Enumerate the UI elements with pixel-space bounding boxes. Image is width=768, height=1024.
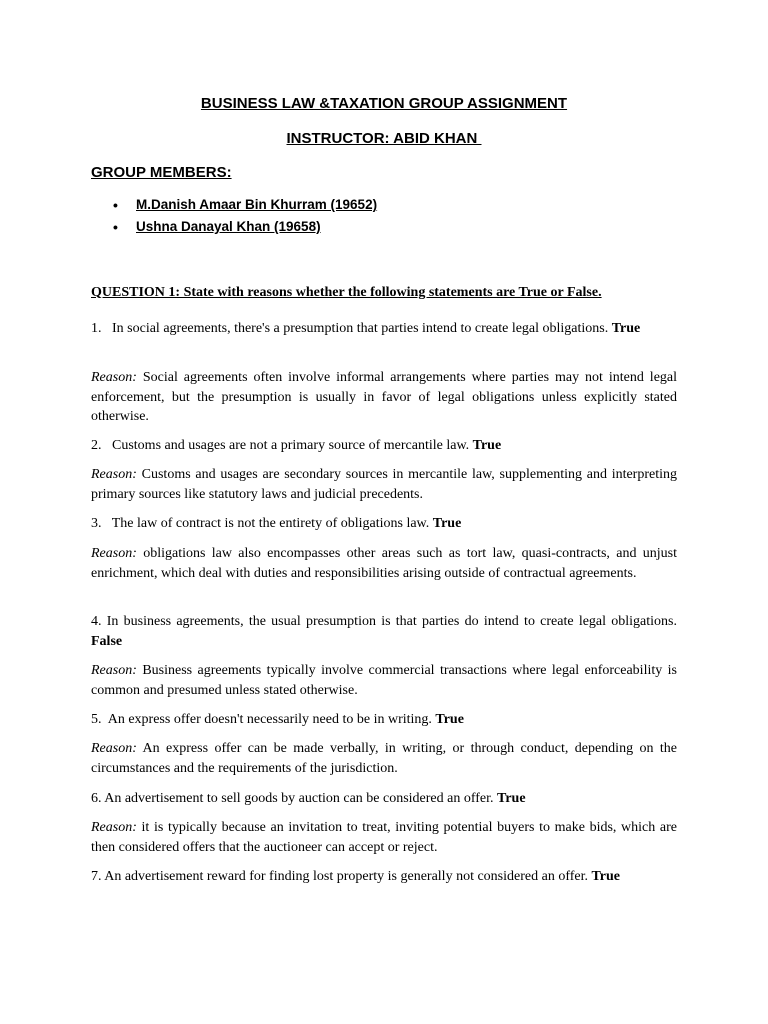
statement-number: 5. <box>91 712 102 727</box>
reason-label: Reason: <box>91 467 137 482</box>
question-heading: QUESTION 1: State with reasons whether the following statements are True or False. <box>91 285 602 300</box>
reason-text: Social agreements often involve informal arrangements where parties may not intend legal enforcement, but the presumption is usually in favor of legal obligations unless explicitly stated otherwise. <box>91 370 678 424</box>
statement-number: 6. <box>91 791 102 806</box>
statement-text: In business agreements, the usual presumption is that parties do intend to create legal obligations. <box>106 614 678 629</box>
document-title: BUSINESS LAW &TAXATION GROUP ASSIGNMENT <box>200 95 568 112</box>
statement-text: An advertisement to sell goods by auction can be considered an offer. <box>104 791 494 806</box>
statement-number: 1. <box>91 321 102 336</box>
statement-text: Customs and usages are not a primary source of mercantile law. <box>112 438 470 453</box>
statement-3 <box>91 514 677 534</box>
reason-3 <box>91 544 677 583</box>
statement-number: 7. <box>91 869 102 884</box>
statement-2 <box>91 436 677 456</box>
statement-answer: True <box>591 869 621 884</box>
group-member-item <box>113 196 377 218</box>
member-name: Ushna Danayal Khan (19658) <box>136 219 321 234</box>
reason-label: Reason: <box>91 820 137 835</box>
group-members-list <box>113 196 377 240</box>
reason-text: Customs and usages are secondary sources in mercantile law, supplementing and interpreting primary sources like statutory laws and judicial precedents. <box>91 467 677 502</box>
statement-answer: False <box>91 633 123 649</box>
member-name: M.Danish Amaar Bin Khurram (19652) <box>136 197 378 212</box>
group-members-heading: GROUP MEMBERS: <box>91 164 232 181</box>
statement-answer: True <box>435 712 464 727</box>
statement-answer: True <box>611 321 641 336</box>
statement-number: 3. <box>91 516 102 531</box>
reason-2 <box>91 465 677 504</box>
statement-7 <box>91 867 677 887</box>
statement-4 <box>91 612 677 651</box>
statement-6 <box>91 789 677 809</box>
statement-answer: True <box>472 438 502 453</box>
statement-number: 2. <box>91 438 102 453</box>
bullet-icon: • <box>113 197 118 213</box>
statement-text: The law of contract is not the entirety of obligations law. <box>111 516 430 531</box>
reason-4 <box>91 661 677 700</box>
statement-text: An advertisement reward for finding lost property is generally not considered an offer. <box>104 869 588 884</box>
bullet-icon: • <box>113 219 118 235</box>
group-member-item <box>113 218 377 240</box>
reason-1 <box>91 368 677 427</box>
reason-text: it is typically because an invitation to treat, inviting potential buyers to make bids, which are then considered offers that the auctioneer can accept or reject. <box>91 820 678 855</box>
reason-text: Business agreements typically involve commercial transactions where legal enforceability is common and presumed unless stated otherwise. <box>91 663 677 698</box>
statement-5 <box>91 710 677 730</box>
statement-answer: True <box>432 516 462 531</box>
instructor-line: INSTRUCTOR: ABID KHAN <box>286 130 482 147</box>
statement-number: 4. <box>91 614 102 629</box>
reason-text: An express offer can be made verbally, in writing, or through conduct, depending on the circumstances and the requirements of the jurisdiction. <box>91 741 677 776</box>
reason-label: Reason: <box>91 546 137 561</box>
statement-answer: True <box>497 791 526 806</box>
reason-text: obligations law also encompasses other areas such as tort law, quasi-contracts, and unjust enrichment, which deal with duties and responsibilities arising outside of contractual agreements. <box>91 546 677 581</box>
statement-1 <box>91 319 699 339</box>
statement-text: An express offer doesn't necessarily need to be in writing. <box>107 712 432 727</box>
reason-6 <box>91 818 677 857</box>
reason-label: Reason: <box>91 741 137 756</box>
reason-5 <box>91 739 677 778</box>
reason-label: Reason: <box>91 370 137 385</box>
reason-label: Reason: <box>91 663 137 678</box>
statement-text: In social agreements, there's a presumption that parties intend to create legal obligations. <box>112 321 609 336</box>
